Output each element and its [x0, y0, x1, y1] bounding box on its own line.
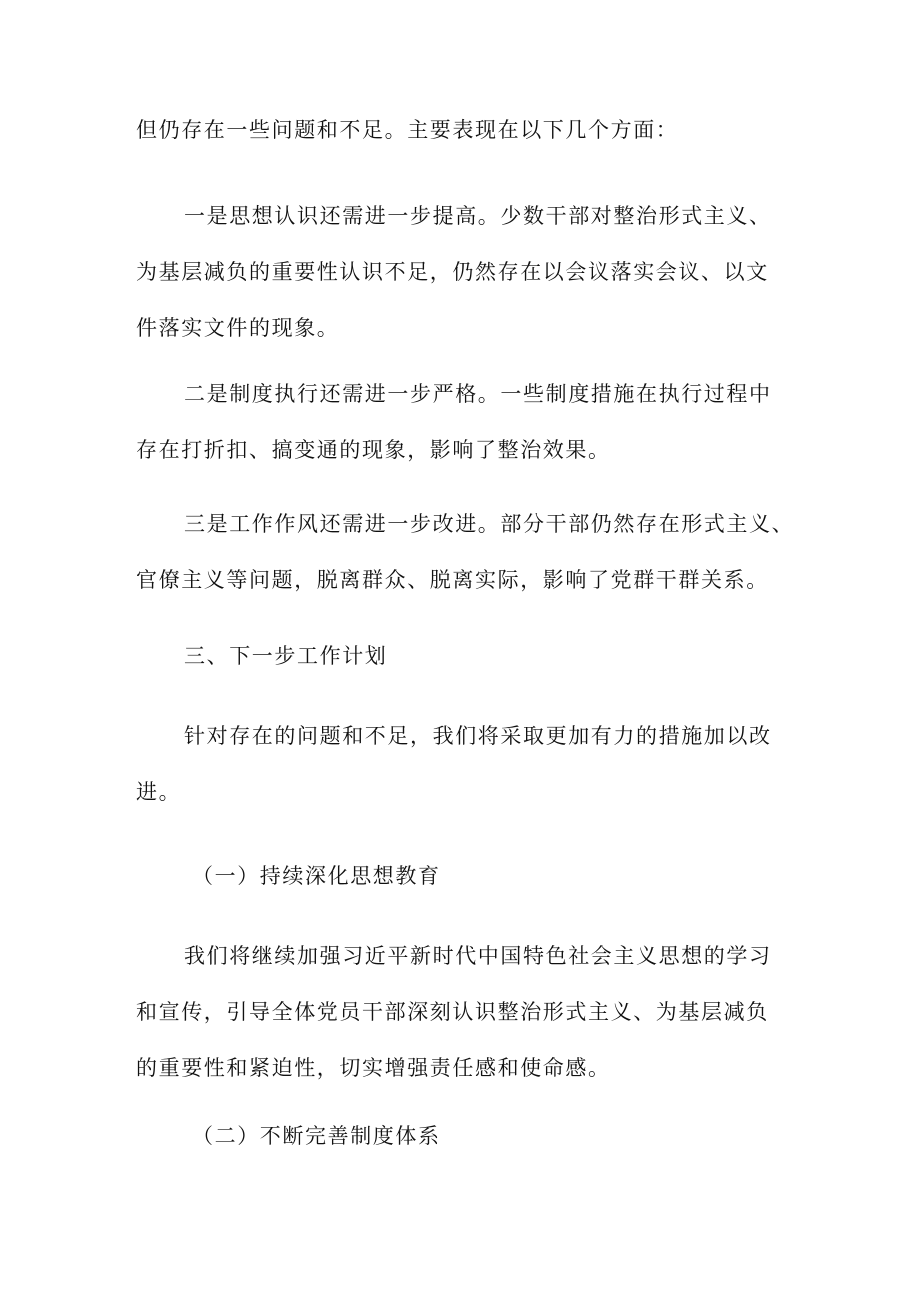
sub-heading-text: （一）持续深化思想教育 [192, 864, 441, 888]
paragraph-line: 和宣传，引导全体党员干部深刻认识整治形式主义、为基层减负 [136, 1000, 769, 1024]
section-heading-text: 三、下一步工作计划 [184, 644, 388, 668]
paragraph-line: 进。 [136, 780, 182, 804]
paragraph-line: 三是工作作风还需进一步改进。部分干部仍然存在形式主义、 [184, 512, 795, 536]
paragraph-line: 存在打折扣、搞变通的现象，影响了整治效果。 [136, 438, 611, 462]
paragraph-line: 件落实文件的现象。 [136, 316, 340, 340]
section-3-heading [136, 628, 796, 684]
sub-1-body-paragraph [136, 928, 796, 1096]
paragraph-line: 我们将继续加强习近平新时代中国特色社会主义思想的学习 [184, 944, 772, 968]
paragraph-line: 官僚主义等问题，脱离群众、脱离实际，影响了党群干群关系。 [136, 568, 769, 592]
intro-tail-paragraph [136, 102, 796, 158]
plan-intro-paragraph [136, 708, 796, 820]
problem-2-paragraph [136, 366, 796, 478]
paragraph-line: 但仍存在一些问题和不足。主要表现在以下几个方面： [136, 118, 679, 142]
sub-heading-1 [136, 848, 796, 904]
paragraph-line: 一是思想认识还需进一步提高。少数干部对整治形式主义、 [184, 204, 772, 228]
paragraph-line: 为基层减负的重要性认识不足，仍然存在以会议落实会议、以文 [136, 260, 769, 284]
paragraph-line: 的重要性和紧迫性，切实增强责任感和使命感。 [136, 1056, 611, 1080]
problem-3-paragraph [136, 496, 796, 608]
problem-1-paragraph [136, 188, 796, 356]
paragraph-line: 针对存在的问题和不足，我们将采取更加有力的措施加以改 [184, 724, 772, 748]
paragraph-line: 二是制度执行还需进一步严格。一些制度措施在执行过程中 [184, 382, 772, 406]
sub-heading-text: （二）不断完善制度体系 [192, 1124, 441, 1148]
sub-heading-2 [136, 1108, 796, 1164]
